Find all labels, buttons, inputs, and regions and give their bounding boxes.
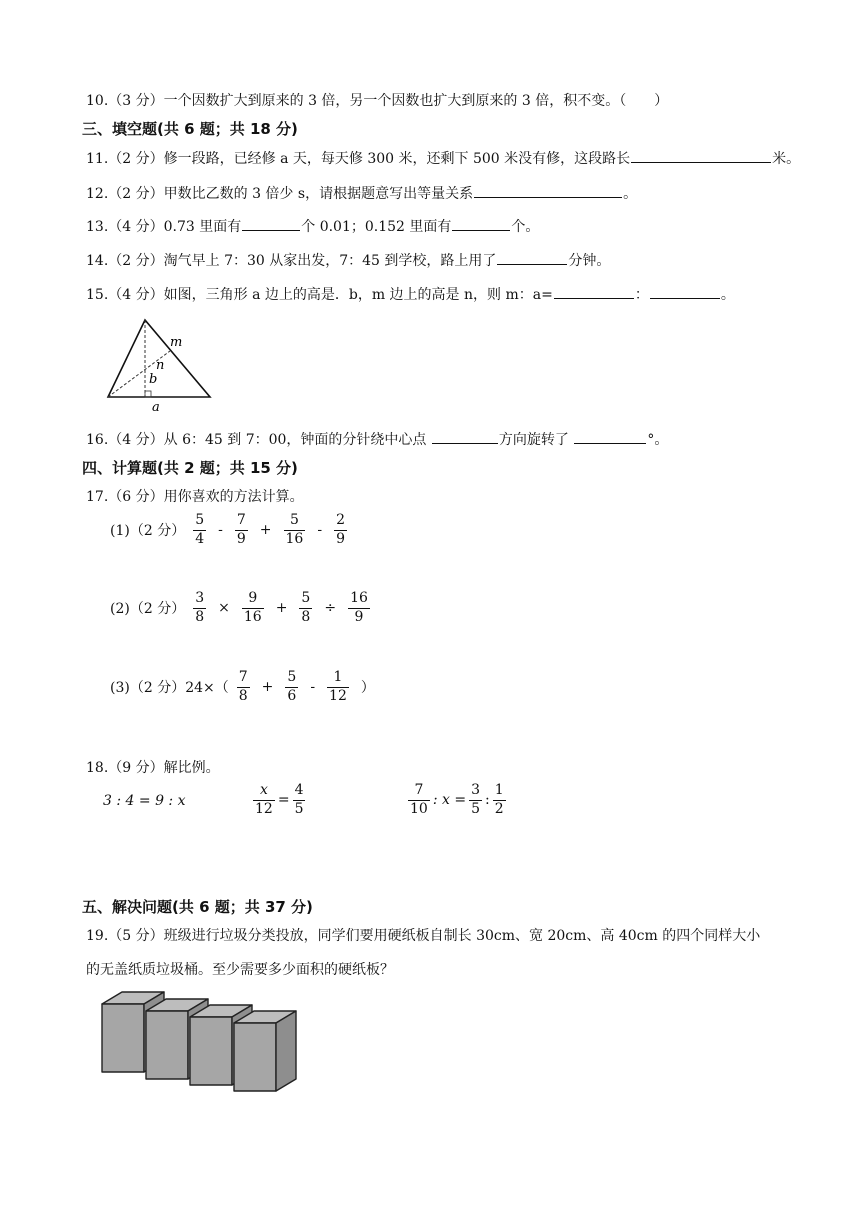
fraction: $\frac{3}{5}$ bbox=[471, 782, 480, 817]
question-16-mid: 方向旋转了 bbox=[498, 432, 569, 448]
fraction: $\frac{5}{4}$ bbox=[195, 512, 205, 547]
fraction: $\frac{4}{5}$ bbox=[294, 782, 304, 817]
section-4-title: 四、计算题(共 2 题；共 15 分) bbox=[82, 459, 298, 477]
label-n: n bbox=[156, 358, 165, 373]
fraction: $\frac{7}{9}$ bbox=[236, 512, 246, 547]
operator: - bbox=[218, 522, 223, 538]
bin-4 bbox=[234, 1011, 296, 1091]
operator: ÷ bbox=[324, 600, 337, 616]
fraction: $\frac{16}{9}$ bbox=[350, 590, 368, 625]
close-paren: ） bbox=[360, 680, 375, 696]
part-label: (1)（2 分） bbox=[110, 523, 186, 539]
fraction: $\frac{1}{2}$ bbox=[494, 782, 504, 817]
question-13-end: 个。 bbox=[511, 219, 540, 235]
answer-blank[interactable] bbox=[432, 442, 498, 444]
fraction: $\frac{9}{16}$ bbox=[243, 590, 262, 625]
question-15-mid: ： bbox=[634, 287, 649, 303]
calc-part-2 bbox=[110, 590, 378, 626]
part-label: (2)（2 分） bbox=[110, 601, 186, 617]
fraction: $\frac{5}{8}$ bbox=[301, 590, 311, 625]
question-19-line-1: 19.（5 分）班级进行垃圾分类投放，同学们要用硬纸板自制长 30cm、宽 20cm、高 40cm 的四个同样大小 bbox=[86, 928, 761, 944]
operator: + bbox=[259, 522, 272, 538]
answer-blank[interactable] bbox=[650, 297, 720, 299]
proportion-1 bbox=[103, 793, 185, 809]
fraction: $\frac{5}{6}$ bbox=[287, 669, 297, 704]
colon: : bbox=[485, 792, 490, 808]
question-13 bbox=[86, 216, 539, 236]
fraction: $\frac{2}{9}$ bbox=[336, 512, 345, 547]
question-19-line-2: 的无盖纸质垃圾桶。至少需要多少面积的硬纸板？ bbox=[86, 962, 394, 978]
question-14 bbox=[86, 250, 610, 270]
question-12-text: 12.（2 分）甲数比乙数的 3 倍少 s，请根据题意写出等量关系 bbox=[86, 186, 474, 202]
answer-blank[interactable] bbox=[474, 196, 622, 198]
question-15 bbox=[86, 284, 735, 304]
question-11 bbox=[86, 148, 800, 168]
proportion-mid: : x = bbox=[432, 792, 467, 808]
fraction: $\frac{7}{10}$ bbox=[410, 782, 428, 817]
question-13-mid: 个 0.01；0.152 里面有 bbox=[301, 219, 452, 235]
section-3-title: 三、填空题(共 6 题；共 18 分) bbox=[82, 120, 298, 138]
question-11-text: 11.（2 分）修一段路，已经修 a 天，每天修 300 米，还剩下 500 米没有修，这段路长 bbox=[86, 151, 631, 167]
question-12-end: 。 bbox=[623, 186, 638, 202]
label-m: m bbox=[170, 335, 183, 350]
proportion-2 bbox=[250, 782, 308, 818]
answer-blank[interactable] bbox=[574, 442, 646, 444]
triangle-figure bbox=[100, 315, 215, 415]
operator: - bbox=[310, 679, 316, 695]
operator: + bbox=[275, 600, 288, 616]
question-13-text: 13.（4 分）0.73 里面有 bbox=[86, 219, 242, 235]
question-11-end: 米。 bbox=[772, 151, 801, 167]
answer-blank[interactable] bbox=[497, 263, 567, 265]
calc-part-3 bbox=[110, 669, 379, 705]
operator: + bbox=[261, 679, 274, 695]
label-b: b bbox=[149, 372, 158, 387]
proportion-3 bbox=[405, 782, 509, 818]
question-14-end: 分钟。 bbox=[568, 253, 611, 269]
operator: - bbox=[317, 522, 323, 538]
fraction: $\frac{1}{12}$ bbox=[329, 669, 347, 704]
answer-blank[interactable] bbox=[242, 229, 300, 231]
right-angle-mark bbox=[145, 391, 151, 397]
operator: × bbox=[218, 600, 230, 616]
question-10: 10.（3 分）一个因数扩大到原来的 3 倍，另一个因数也扩大到原来的 3 倍，积不变。（ ） bbox=[86, 93, 669, 109]
fraction: $\frac{5}{16}$ bbox=[285, 512, 304, 547]
fraction: $\frac{x}{12}$ bbox=[255, 782, 273, 817]
part-label: (3)（2 分）24×（ bbox=[110, 680, 229, 696]
question-16-end: °。 bbox=[647, 432, 669, 448]
fraction: $\frac{3}{8}$ bbox=[195, 590, 205, 625]
question-14-text: 14.（2 分）淘气早上 7：30 从家出发，7：45 到学校，路上用了 bbox=[86, 253, 497, 269]
question-15-end: 。 bbox=[720, 287, 735, 303]
question-16 bbox=[86, 429, 668, 449]
answer-blank[interactable] bbox=[554, 297, 634, 299]
fraction: $\frac{7}{8}$ bbox=[238, 669, 248, 704]
question-15-text: 15.（4 分）如图，三角形 a 边上的高是．b，m 边上的高是 n，则 m：a= bbox=[86, 287, 553, 303]
question-16-text: 16.（4 分）从 6：45 到 7：00，钟面的分针绕中心点 bbox=[86, 432, 427, 448]
calc-part-1 bbox=[110, 512, 355, 548]
answer-blank[interactable] bbox=[452, 229, 510, 231]
question-17: 17.（6 分）用你喜欢的方法计算。 bbox=[86, 489, 304, 505]
question-18: 18.（9 分）解比例。 bbox=[86, 760, 220, 776]
section-5-title: 五、解决问题(共 6 题；共 37 分) bbox=[82, 898, 313, 916]
proportion-1-text: 3 : 4 = 9 : x bbox=[103, 793, 186, 809]
question-12 bbox=[86, 183, 637, 203]
label-a: a bbox=[152, 400, 160, 415]
equals-sign: = bbox=[277, 792, 290, 808]
trash-bins-figure bbox=[98, 986, 303, 1096]
answer-blank[interactable] bbox=[631, 161, 771, 163]
